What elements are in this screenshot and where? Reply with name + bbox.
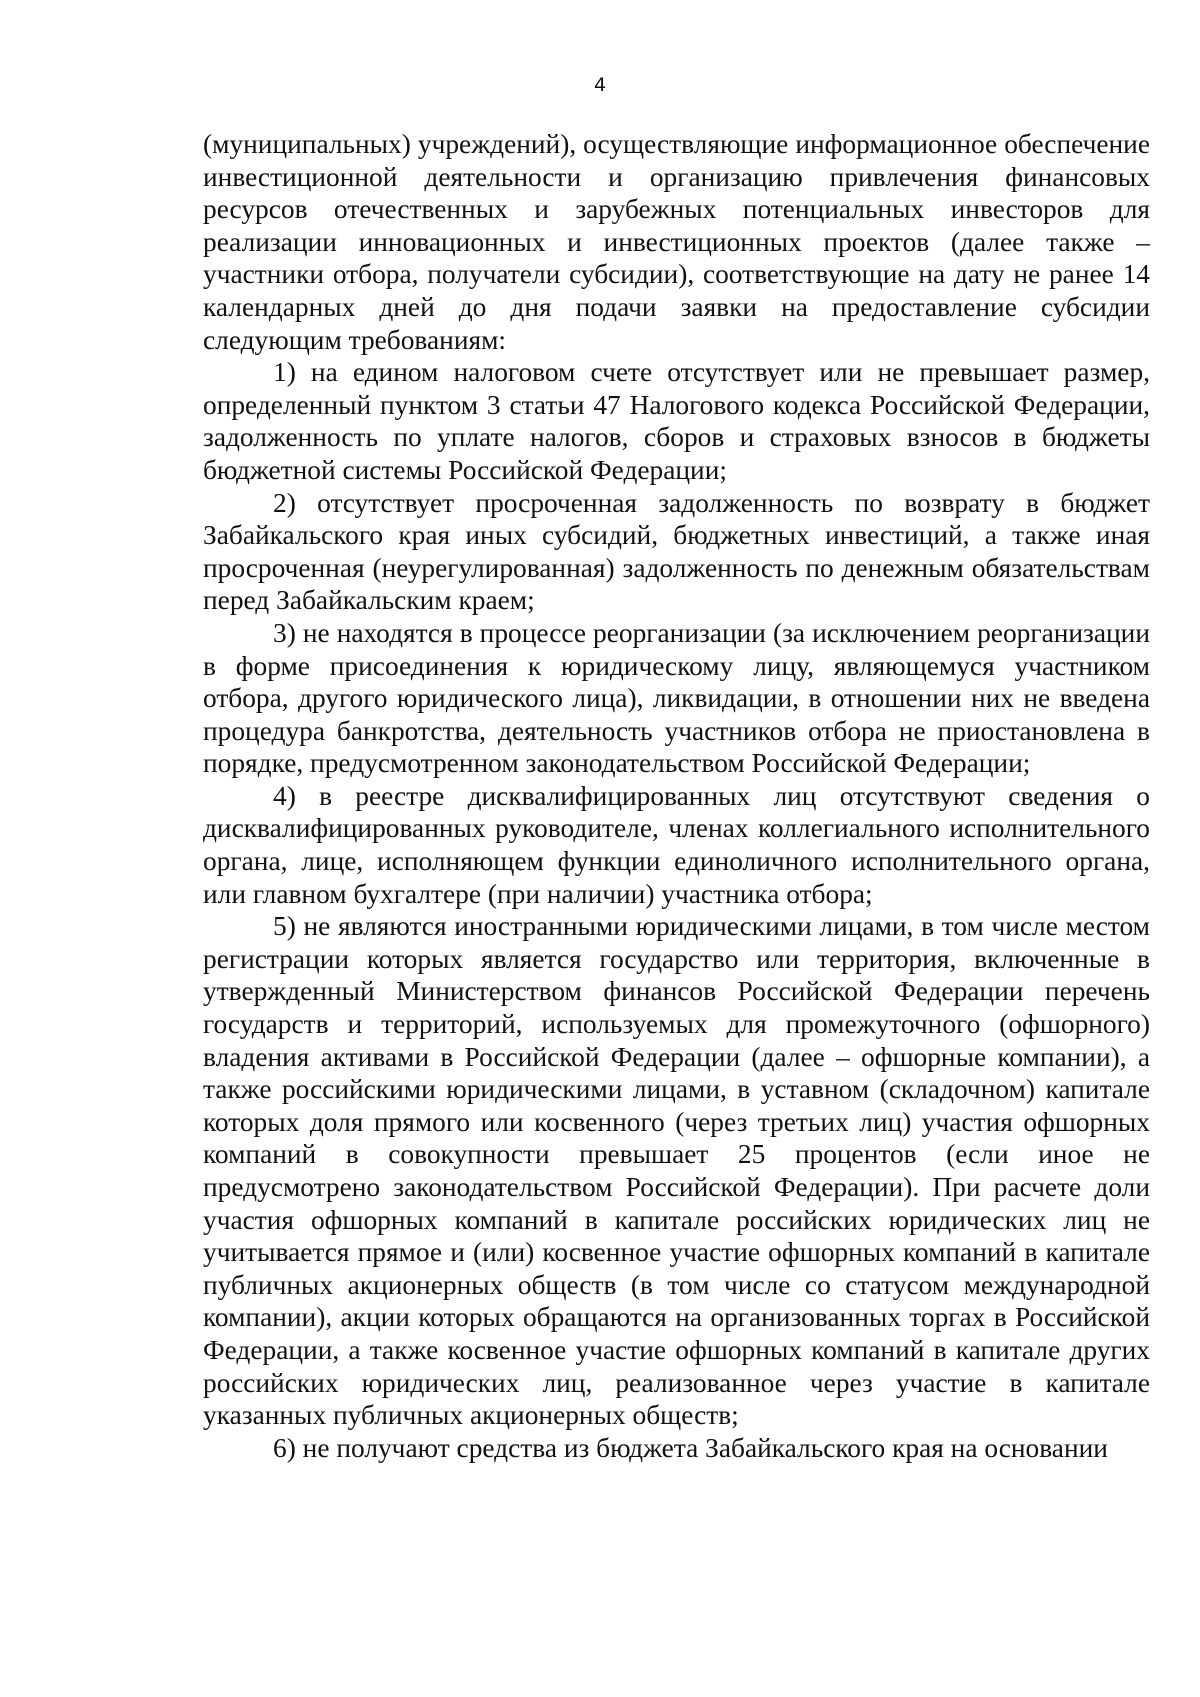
paragraph-intro: (муниципальных) учреждений), осуществляющие информационное обеспечение инвестиционной деятельности и организацию привлечения финансовых ресурсов отечественных и зарубежных потенциальных инвесторов для реализации инновационных и инвестиционных проектов (далее также – участники отбора, получатели субсидии), соответствующие на дату не ранее 14 календарных дней до дня подачи заявки на предоставление субсидии следующим требованиям: [203,129,1150,355]
paragraph-item-5: 5) не являются иностранными юридическими лицами, в том числе местом регистрации которых является государство или территория, включенные в утвержденный Министерством финансов Российской Федерации перечень государств и территорий, используемых для промежуточного (офшорного) владения активами в Российской Федерации (далее – офшорные компании), а также российскими юридическими лицами, в уставном (складочном) капитале которых доля прямого или косвенного (через третьих лиц) участия офшорных компаний в совокупности превышает 25 процентов (если иное не предусмотрено законодательством Российской Федерации). При расчете доли участия офшорных компаний в капитале российских юридических лиц не учитывается прямое и (или) косвенное участие офшорных компаний в капитале публичных акционерных обществ (в том числе со статусом международной компании), акции которых обращаются на организованных торгах в Российской Федерации, а также косвенное участие офшорных компаний в капитале других российских юридических лиц, реализованное через участие в капитале указанных публичных акционерных обществ; [203,911,1150,1431]
paragraph-item-4: 4) в реестре дисквалифицированных лиц отсутствуют сведения о дисквалифицированных руководителе, членах коллегиального исполнительного органа, лице, исполняющем функции единоличного исполнительного органа, или главном бухгалтере (при наличии) участника отбора; [203,780,1150,909]
paragraph-item-3: 3) не находятся в процессе реорганизации (за исключением реорганизации в форме присоединения к юридическому лицу, являющемуся участником отбора, другого юридического лица), ликвидации, в отношении них не введена процедура банкротства, деятельность участников отбора не приостановлена в порядке, предусмотренном законодательством Российской Федерации; [203,617,1150,779]
paragraph-item-1: 1) на едином налоговом счете отсутствует или не превышает размер, определенный пунктом 3 статьи 47 Налогового кодекса Российской Федерации, задолженность по уплате налогов, сборов и страховых взносов в бюджеты бюджетной системы Российской Федерации; [203,357,1150,485]
paragraph-item-6: 6) не получают средства из бюджета Забайкальского края на основании [273,1432,1108,1463]
page-number: 4 [593,74,607,96]
document-body [203,128,1150,1464]
paragraph-item-2: 2) отсутствует просроченная задолженность по возврату в бюджет Забайкальского края иных субсидий, бюджетных инвестиций, а также иная просроченная (неурегулированная) задолженность по денежным обязательствам перед Забайкальским краем; [203,487,1150,616]
